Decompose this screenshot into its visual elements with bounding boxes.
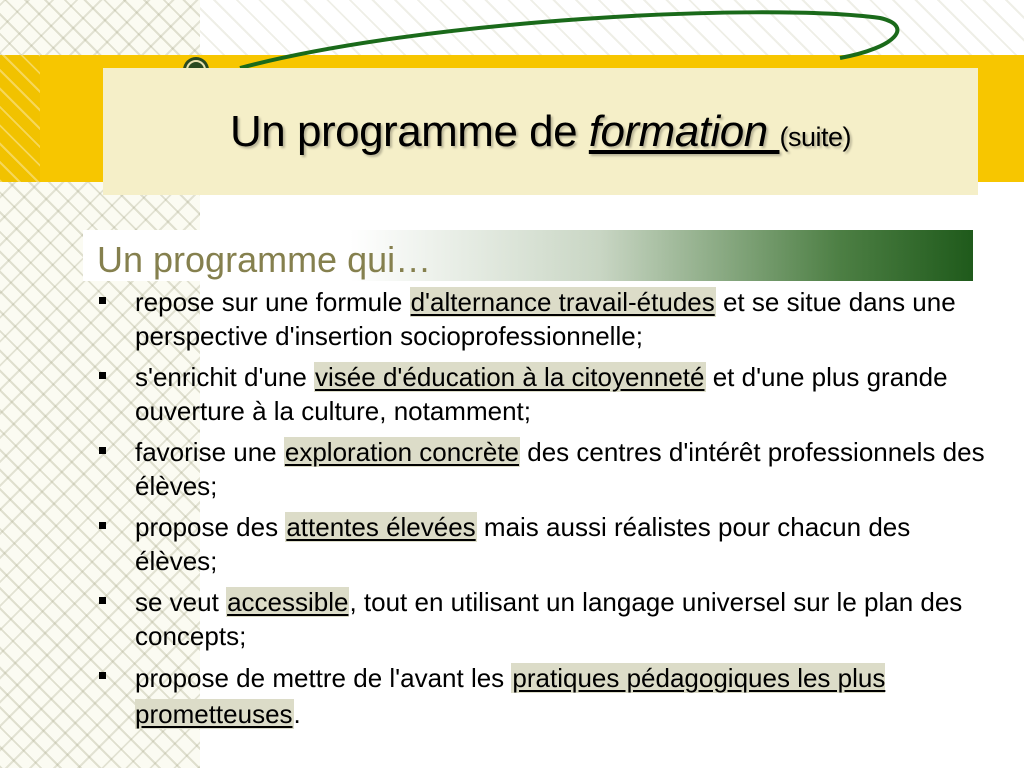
bullet-marker bbox=[99, 522, 106, 529]
bullet-text: favorise une bbox=[135, 437, 284, 467]
bullet-text: propose des bbox=[135, 512, 286, 542]
bullet-item bbox=[95, 585, 995, 653]
bullet-highlight: exploration concrète bbox=[284, 437, 520, 467]
title-box bbox=[103, 68, 978, 195]
title-main: Un programme de bbox=[230, 106, 589, 156]
bullet-text: repose sur une formule bbox=[135, 287, 410, 317]
bullet-highlight: attentes élevées bbox=[286, 512, 476, 542]
bullet-text: et se situe dans une perspective d'insertion socioprofessionnelle; bbox=[135, 287, 956, 351]
bullet-marker bbox=[99, 297, 106, 304]
bullet-highlight: accessible bbox=[227, 587, 349, 617]
bullet-highlight: pratiques pédagogiques les plus prometteuses bbox=[135, 663, 886, 729]
bullet-text: et d'une plus grande ouverture à la culture, notamment; bbox=[135, 362, 948, 426]
bullet-text: se veut bbox=[135, 587, 227, 617]
bullet-item bbox=[95, 510, 995, 578]
decorative-pattern-top bbox=[200, 0, 1024, 55]
bullet-text: propose de mettre de l'avant les bbox=[135, 663, 512, 693]
bullet-item bbox=[95, 660, 995, 732]
bullet-highlight: visée d'éducation à la citoyenneté bbox=[315, 362, 705, 392]
bullet-text: , tout en utilisant un langage universel sur le plan des concepts; bbox=[135, 587, 963, 651]
bullet-list bbox=[95, 285, 995, 739]
bullet-marker bbox=[99, 672, 106, 679]
bullet-item bbox=[95, 285, 995, 353]
bullet-highlight: d'alternance travail-études bbox=[410, 287, 715, 317]
bullet-marker bbox=[99, 447, 106, 454]
bullet-text: . bbox=[293, 699, 301, 729]
subtitle: Un programme qui… bbox=[97, 239, 432, 280]
bullet-item bbox=[95, 360, 995, 428]
title-suffix: (suite) bbox=[779, 121, 851, 152]
bullet-text: des centres d'intérêt professionnels des élèves; bbox=[135, 437, 985, 501]
bullet-text: s'enrichit d'une bbox=[135, 362, 315, 392]
slide-title bbox=[230, 107, 851, 157]
bullet-marker bbox=[99, 372, 106, 379]
bullet-text: mais aussi réalistes pour chacun des élèves; bbox=[135, 512, 911, 576]
bullet-marker bbox=[99, 597, 106, 604]
title-emphasis: formation bbox=[588, 106, 780, 156]
bullet-item bbox=[95, 435, 995, 503]
